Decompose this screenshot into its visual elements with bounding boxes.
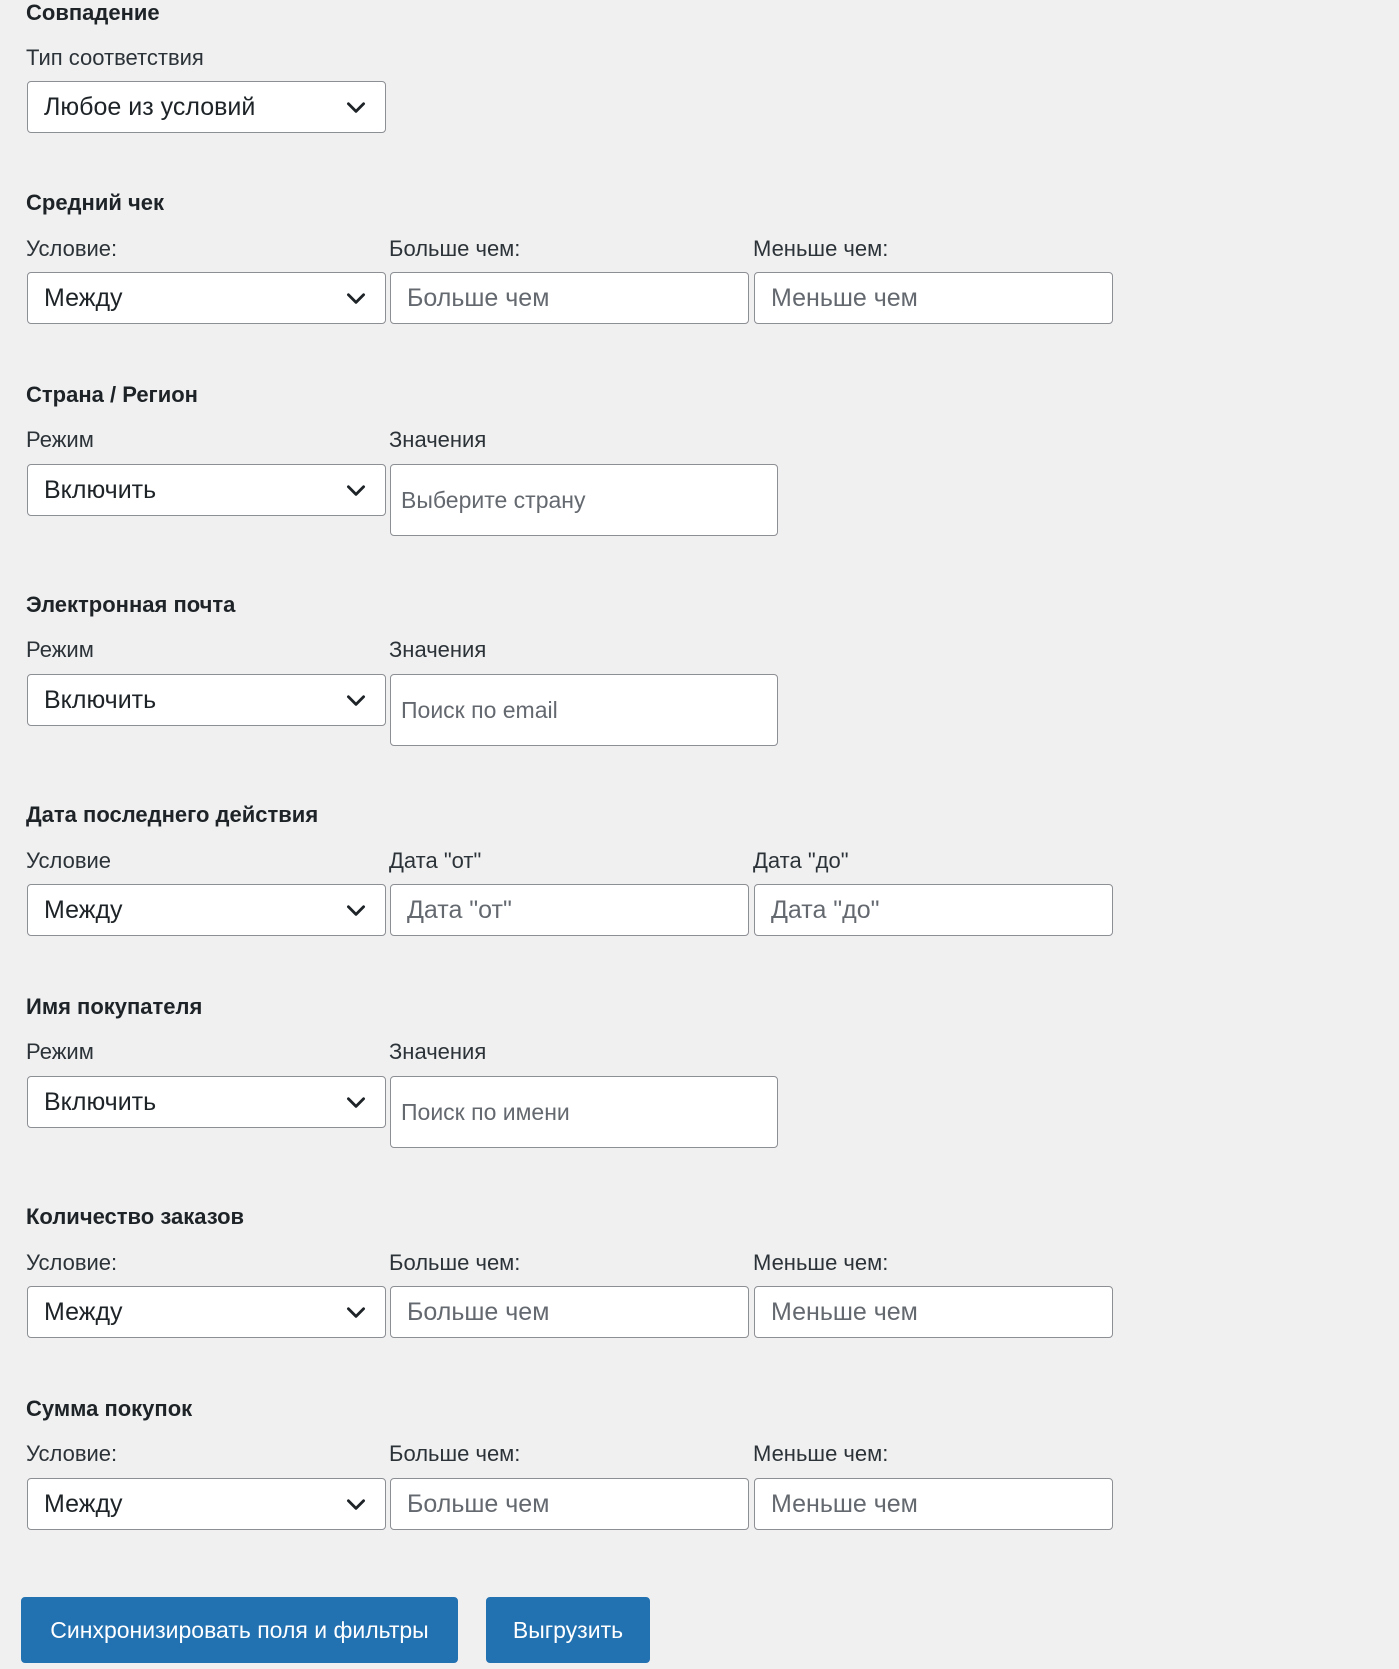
last-action-condition-value: Между [44, 895, 123, 924]
orders-count-more-label: Больше чем: [389, 1250, 521, 1275]
match-type-select-value: Любое из условий [44, 92, 256, 121]
section-title-match: Совпадение [26, 0, 160, 25]
email-values-input[interactable] [390, 674, 778, 746]
avg-check-less-input[interactable] [754, 272, 1113, 324]
export-button[interactable] [486, 1597, 650, 1663]
avg-check-condition-value: Между [44, 283, 123, 312]
purchase-sum-less-input[interactable] [754, 1478, 1113, 1530]
orders-count-less-label: Меньше чем: [753, 1250, 889, 1275]
export-button-label: Выгрузить [512, 1616, 624, 1643]
section-title-country: Страна / Регион [26, 382, 198, 407]
avg-check-more-label: Больше чем: [389, 236, 521, 261]
country-values-input[interactable] [390, 464, 778, 536]
country-values-placeholder: Выберите страну [401, 486, 586, 513]
section-title-orders-count: Количество заказов [26, 1204, 245, 1229]
buyer-name-values-input[interactable] [390, 1076, 778, 1148]
match-type-label: Тип соответствия [26, 45, 204, 70]
chevron-down-icon [343, 477, 369, 503]
purchase-sum-less-placeholder: Меньше чем [771, 1489, 918, 1518]
orders-count-less-input[interactable] [754, 1286, 1113, 1338]
avg-check-more-input[interactable] [390, 272, 749, 324]
chevron-down-icon [343, 285, 369, 311]
country-mode-select[interactable] [27, 464, 386, 516]
avg-check-more-placeholder: Больше чем [407, 283, 550, 312]
buyer-name-values-placeholder: Поиск по имени [401, 1098, 570, 1125]
email-mode-select[interactable] [27, 674, 386, 726]
orders-count-less-placeholder: Меньше чем [771, 1297, 918, 1326]
email-mode-value: Включить [44, 685, 157, 714]
buyer-name-values-label: Значения [389, 1039, 487, 1064]
sync-fields-button[interactable] [21, 1597, 458, 1663]
chevron-down-icon [343, 687, 369, 713]
chevron-down-icon [343, 1491, 369, 1517]
purchase-sum-more-label: Больше чем: [389, 1441, 521, 1466]
avg-check-condition-select[interactable] [27, 272, 386, 324]
purchase-sum-less-label: Меньше чем: [753, 1441, 889, 1466]
country-values-label: Значения [389, 427, 487, 452]
chevron-down-icon [343, 1089, 369, 1115]
chevron-down-icon [343, 897, 369, 923]
buyer-name-mode-value: Включить [44, 1087, 157, 1116]
last-action-to-label: Дата "до" [753, 848, 849, 873]
country-mode-value: Включить [44, 475, 157, 504]
chevron-down-icon [343, 1299, 369, 1325]
last-action-condition-select[interactable] [27, 884, 386, 936]
country-mode-label: Режим [26, 427, 94, 452]
section-title-buyer-name: Имя покупателя [26, 994, 203, 1019]
last-action-from-label: Дата "от" [389, 848, 482, 873]
purchase-sum-more-input[interactable] [390, 1478, 749, 1530]
purchase-sum-condition-select[interactable] [27, 1478, 386, 1530]
last-action-condition-label: Условие [26, 848, 112, 873]
last-action-to-placeholder: Дата "до" [771, 895, 880, 924]
buyer-name-mode-select[interactable] [27, 1076, 386, 1128]
email-values-placeholder: Поиск по email [401, 696, 558, 723]
purchase-sum-more-placeholder: Больше чем [407, 1489, 550, 1518]
email-values-label: Значения [389, 637, 487, 662]
sync-fields-button-label: Синхронизировать поля и фильтры [50, 1616, 429, 1643]
orders-count-more-placeholder: Больше чем [407, 1297, 550, 1326]
section-title-purchase-sum: Сумма покупок [26, 1396, 193, 1421]
section-title-avg-check: Средний чек [26, 190, 164, 215]
last-action-from-input[interactable] [390, 884, 749, 936]
section-title-email: Электронная почта [26, 592, 236, 617]
section-title-last-action: Дата последнего действия [26, 802, 319, 827]
avg-check-less-label: Меньше чем: [753, 236, 889, 261]
orders-count-condition-label: Условие: [26, 1250, 118, 1275]
purchase-sum-condition-label: Условие: [26, 1441, 118, 1466]
email-mode-label: Режим [26, 637, 94, 662]
orders-count-more-input[interactable] [390, 1286, 749, 1338]
match-type-select[interactable] [27, 81, 386, 133]
purchase-sum-condition-value: Между [44, 1489, 123, 1518]
chevron-down-icon [343, 94, 369, 120]
avg-check-less-placeholder: Меньше чем [771, 283, 918, 312]
last-action-to-input[interactable] [754, 884, 1113, 936]
orders-count-condition-select[interactable] [27, 1286, 386, 1338]
last-action-from-placeholder: Дата "от" [407, 895, 512, 924]
buyer-name-mode-label: Режим [26, 1039, 94, 1064]
avg-check-condition-label: Условие: [26, 236, 118, 261]
orders-count-condition-value: Между [44, 1297, 123, 1326]
